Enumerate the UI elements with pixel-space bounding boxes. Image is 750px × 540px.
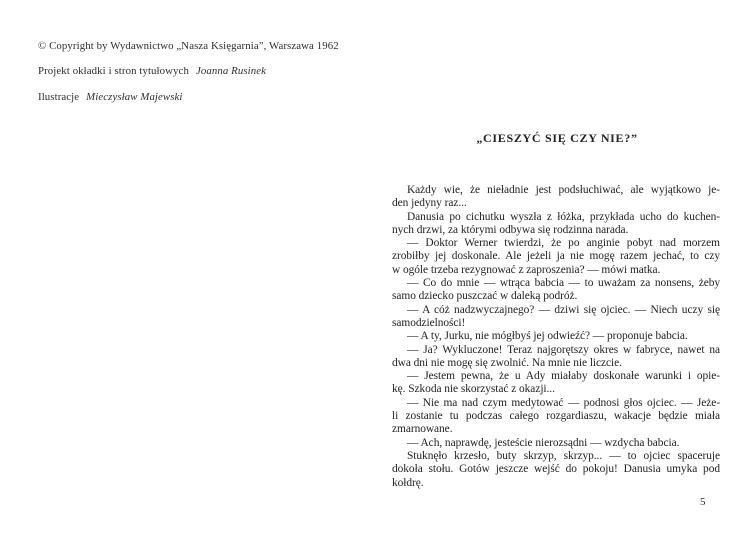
left-page <box>38 40 338 116</box>
paragraph <box>392 370 720 397</box>
text-line: — Co do mnie — wtrąca babcia — to uważam za nonsens, żeby <box>407 277 720 290</box>
credit-name: Mieczysław Majewski <box>86 90 183 103</box>
text-line: — Nie ma nad czym medytować — podnosi głos ojciec. — Jeże- <box>407 396 720 409</box>
copyright-line: © Copyright by Wydawnictwo „Nasza Księgarnia”, Warszawa 1962 <box>38 40 339 52</box>
chapter-title: „CIESZYĆ SIĘ CZY NIE?” <box>476 131 638 145</box>
text-line: samo dziecko puszczać w daleką podróż. <box>392 290 578 303</box>
text-line: kę. Szkoda nie skorzystać z okazji... <box>392 383 555 396</box>
text-line: — A cóż nadzwyczajnego? — dziwi się ojciec. — Niech uczy się <box>407 303 720 316</box>
credit-name: Joanna Rusinek <box>195 65 267 78</box>
text-line: den jedyny raz... <box>392 197 467 210</box>
text-line: — Doktor Werner twierdzi, że po anginie pobyt nad morzem <box>407 237 720 250</box>
paragraph <box>392 344 720 371</box>
text-line: Każdy wie, że nieładnie jest podsłuchiwać, ale wyjątkowo je- <box>407 184 720 196</box>
text-line: samodzielności! <box>392 316 466 329</box>
text-line: dokoła stołu. Gotów jeszcze wejść do pokoju! Danusia umyka pod <box>392 463 720 476</box>
text-line: zrobiłby jej doskonale. Ale jeżeli ja nie mogę razem jechać, to czy <box>392 250 720 263</box>
text-line: nych drzwi, za którymi odbywa się rodzinna narada. <box>392 223 629 236</box>
paragraph <box>392 211 720 238</box>
paragraph <box>392 184 720 211</box>
credit-label: Ilustracje <box>38 90 80 103</box>
text-line: — Jestem pewna, że u Ady miałaby doskonałe warunki i opie- <box>407 370 720 383</box>
credit-row-illustrations <box>38 91 338 104</box>
text-line: w ogóle trzeba rezygnować z zaproszenia? — mówi matka. <box>392 263 661 276</box>
paragraph <box>392 437 720 450</box>
text-line: — Ja? Wykluczone! Teraz najgorętszy okres w fabryce, nawet na <box>407 343 720 356</box>
credit-row-cover <box>38 65 338 78</box>
body-paragraphs <box>392 184 720 490</box>
paragraph <box>392 330 720 343</box>
text-line: kołdrę. <box>392 476 424 489</box>
text-line: li zostanie tu podczas całego rozgardiaszu, wakacje będzie miała <box>392 410 720 423</box>
paragraph <box>392 237 720 277</box>
text-line: Stuknęło krzesło, buty skrzyp, skrzyp... — to ojciec spaceruje <box>407 449 720 462</box>
paragraph <box>392 304 720 331</box>
text-line: dwa dni nie mogę się zwolnić. Na mnie nie liczcie. <box>392 356 622 369</box>
page-number: 5 <box>700 496 706 508</box>
credit-label: Projekt okładki i stron tytułowych <box>38 65 189 78</box>
paragraph <box>392 277 720 304</box>
paragraph <box>392 397 720 437</box>
right-page <box>392 0 722 540</box>
paragraph <box>392 450 720 490</box>
text-line: zmarnowane. <box>392 423 453 436</box>
text-line: — Ach, naprawdę, jesteście nierozsądni — wzdycha babcia. <box>407 436 680 449</box>
text-line: — A ty, Jurku, nie mógłbyś jej odwieźć? — proponuje babcia. <box>407 330 688 343</box>
text-line: Danusia po cichutku wyszła z łóżka, przykłada ucho do kuchen- <box>407 210 720 223</box>
